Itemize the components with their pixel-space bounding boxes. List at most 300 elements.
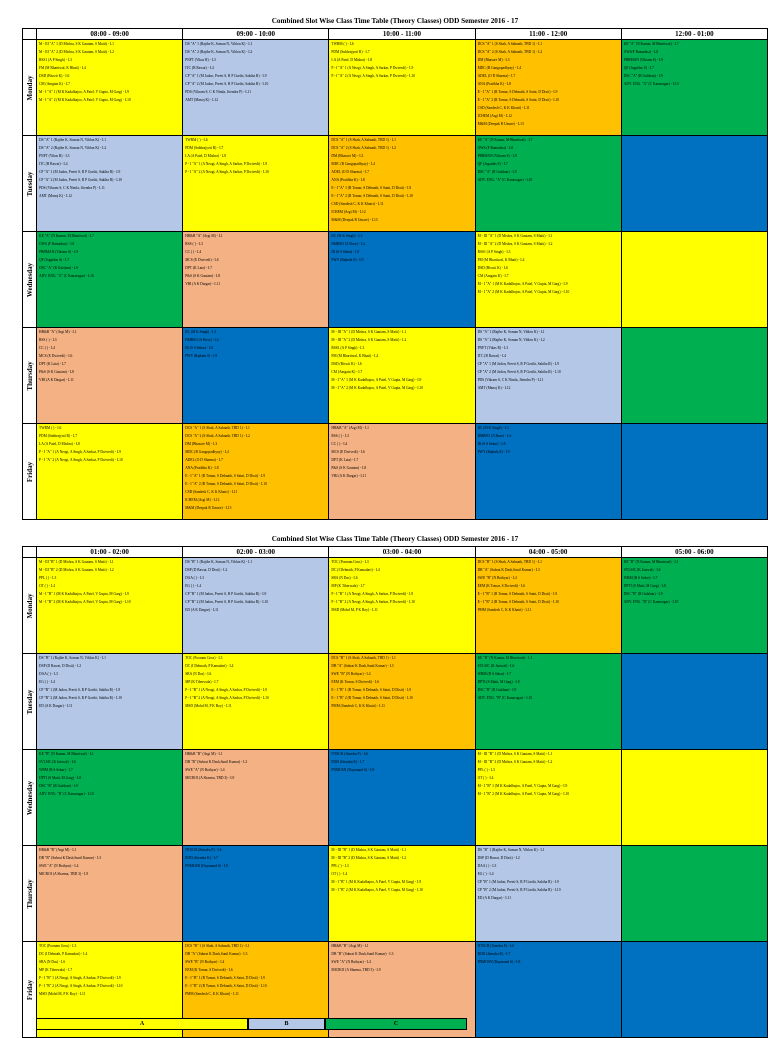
- class-entry: QF (Jogaidas S) - L7: [623, 66, 654, 70]
- class-entry: EEM (K Tomar, S Dwivedi) - L6: [331, 680, 379, 684]
- class-entry: MSD (Mohd M, P K Roy) - L11: [39, 992, 86, 996]
- slot-cell: [37, 136, 183, 232]
- class-entry: HR&B "A" (Argi M) - L1: [331, 426, 369, 430]
- class-entry: MCS (E Dwivedi) - L6: [185, 258, 219, 262]
- class-entry: RC (M K Singh) - L3: [477, 426, 509, 430]
- class-entry: HR&B "A" (Argi M) - L1: [185, 234, 223, 238]
- class-entry: ED (A K Dargar) - L11: [477, 896, 511, 900]
- day-row: [23, 136, 768, 232]
- class-entry: P - I "B" 1 (A Neogi, A Singh, A Sarkar, P Dwivedi) - L9: [331, 592, 414, 596]
- class-entry: ED (A K Dargar) - L11: [39, 704, 73, 708]
- legend-item: C: [325, 1018, 467, 1030]
- class-entry: M - I "A" 2 (M K Kadalbajoo, A Patel, V Gupta, M Garg) - L10: [39, 98, 131, 102]
- class-entry: MDC (R Gangopadhyay) - L4: [331, 162, 375, 166]
- slot-cell: [183, 750, 329, 846]
- class-entry: DS "A" 1 (Rajibe K, Soman N, Viblon K) - L1: [477, 330, 545, 334]
- slot-cell: [329, 750, 475, 846]
- class-entry: ROD (Jitendra K) - L7: [185, 856, 218, 860]
- class-entry: E - I "A" 1 (R Tomar, S Debnath, S Saini, D Dixit) - L9: [185, 474, 266, 478]
- class-entry: RSS1 (A P Singh) - L3: [477, 250, 511, 254]
- class-entry: CC ( ) - L4: [185, 250, 202, 254]
- class-entry: DCS "B" 1 (S Shah, A Sabnath, TBD 1) - L1: [331, 656, 396, 660]
- class-entry: DS "A" 2 (Rajibe K, Soman N, Viblon K) - L2: [477, 338, 545, 342]
- class-entry: DB "B" (Subrat K Dash,Sunil Kumar) - L3: [185, 760, 248, 764]
- slot-cell: [329, 328, 475, 424]
- class-entry: M - I "A" 2 (M K Kadalbajoo, A Patel, V Gupta, M Garg) - L10: [331, 386, 424, 390]
- class-entry: DSC "A" (R Gulshan) - L9: [623, 74, 663, 78]
- class-entry: DSD (Biswit K) - L6: [477, 266, 508, 270]
- class-entry: DSC "A" (R Gulshan) - L9: [477, 170, 517, 174]
- class-entry: RC (M K Singh) - L3: [331, 234, 363, 238]
- class-entry: MDC (R Gangopadhyay) - L4: [477, 66, 522, 70]
- class-entry: DC (I Debnath, P Kamadari) - L4: [185, 664, 234, 668]
- slot-cell: [329, 136, 475, 232]
- slot-cell: [621, 750, 767, 846]
- timetable-title: Combined Slot Wise Class Time Table (Theory Classes) ODD Semester 2016 - 17: [271, 535, 519, 543]
- class-entry: RSS ( ) - L3: [185, 242, 203, 246]
- class-entry: AMT (Manoj K) - L12: [185, 98, 219, 102]
- class-entry: CC ( ) - L4: [39, 346, 55, 350]
- slot-cell: [475, 942, 621, 1038]
- slot-cell: [621, 136, 767, 232]
- class-entry: DSD (Biswit K) - L6: [331, 362, 362, 366]
- class-entry: P&S (S K Gautam) - L8: [331, 466, 367, 470]
- class-entry: DSC "A" (R Gulshan) - L9: [39, 266, 78, 270]
- class-entry: M - I "B" 2 (M K Kadalbajoo, A Patel, V Gupta, M Garg) - L10: [477, 792, 570, 796]
- class-entry: TWRM ( ) - L6: [331, 42, 354, 46]
- class-entry: P&S (S K Gautam) - L8: [39, 370, 74, 374]
- class-entry: CP "A" 2 (M Jadon, Preeti S, R P Gorthi, Saktha R) - L10: [477, 370, 561, 374]
- class-entry: TOC (Poonam Goss) - L3: [331, 560, 369, 564]
- class-entry: MICROI (A Sharma, TBD 3) - L9: [39, 872, 89, 876]
- slot-cell: [37, 654, 183, 750]
- class-entry: PBBMAN (Vikram S) - L9: [39, 250, 79, 254]
- class-entry: E - I "B" 1 (R Tomar, S Debnath, S Saini, D Dixit) - L9: [477, 592, 558, 596]
- day-label: Thursday: [25, 878, 34, 909]
- class-entry: DCS "A" 2 (S Shah, A Sabnath, TBD 1) - L2: [331, 146, 396, 150]
- class-entry: PDS (Vikram S, C K Nimla, Jitendra P) - L11: [39, 186, 105, 190]
- class-entry: ITC (B Rawat) - L4: [39, 162, 68, 166]
- class-entry: HR&B "B" (Argi M) - L1: [185, 752, 223, 756]
- class-entry: DCS "B" 1 (S Shah, A Sabnath, TBD 1) - L1: [185, 944, 250, 948]
- class-entry: MP (K Tiberwala) - L7: [331, 584, 365, 588]
- day-cell: [23, 942, 37, 1038]
- timetable-title: Combined Slot Wise Class Time Table (Theory Classes) ODD Semester 2016 - 17: [271, 17, 519, 25]
- class-entry: DSP (D Rawat, D Dixit) - L2: [39, 664, 82, 668]
- class-entry: HR&B "A" (Argi M) - L1: [39, 330, 77, 334]
- timetable-grid: [22, 28, 768, 520]
- class-entry: BMBSO (A Bose) - L4: [185, 338, 219, 342]
- day-label: Monday: [25, 593, 34, 618]
- day-label: Tuesday: [25, 689, 34, 714]
- day-label: Monday: [25, 75, 34, 100]
- timetable-grid: [22, 546, 768, 1038]
- class-entry: ROD (Jitendra K) - L7: [477, 952, 511, 956]
- day-cell: [23, 40, 37, 136]
- class-entry: NTSCH (Jitendra P) - L6: [185, 848, 222, 852]
- class-entry: TOC (Poonam Goss) - L3: [185, 656, 223, 660]
- class-entry: DCS "A" 2 (S Shah, A Sabnath, TBD 1) - L2: [185, 434, 250, 438]
- class-entry: ADV. ENG. "A" (C Kanavagar) - L10: [39, 274, 94, 278]
- class-entry: PBBMAN (Vikram S) - L9: [623, 58, 663, 62]
- slot-cell: [475, 40, 621, 136]
- day-cell: [23, 558, 37, 654]
- class-entry: M - I "A" 2 (M K Kadalbajoo, A Patel, V Gupta, M Garg) - L10: [477, 290, 570, 294]
- slot-cell: [329, 232, 475, 328]
- class-entry: P - I "B" 2 (A Neogi, A Singh, A Sarkar, P Dwivedi) - L10: [331, 600, 415, 604]
- class-entry: QF (Jogaidas S) - L7: [477, 162, 508, 166]
- class-entry: SBA (N Das) - L6: [39, 960, 66, 964]
- class-entry: M - III "B" 2 (D Mishra, S K Gautam, S Maiti) - L2: [39, 568, 114, 572]
- slot-cell: [621, 328, 767, 424]
- timetable-morning: [22, 14, 768, 520]
- class-entry: AMT (Manoj K) - L12: [39, 194, 72, 198]
- slot-header: 04:00 - 05:00: [475, 547, 621, 558]
- class-entry: FM (M Bhartiwal, K Bhatt) - L4: [477, 258, 525, 262]
- class-entry: ADEL (O D Sharma) - L7: [185, 458, 223, 462]
- class-entry: OWS/F Ramadasi) - L8: [623, 50, 658, 54]
- day-cell: [23, 846, 37, 942]
- slot-cell: [329, 558, 475, 654]
- class-entry: M - III "B" 1 (D Mishra, S K Gautam, S Maiti) - L1: [39, 560, 114, 564]
- class-entry: CP "B" 2 (M Jadon, Preeti S, R P Gorthi, Saktha R) - L10: [39, 696, 122, 700]
- class-entry: P - I "A" 2 (A Neogi, A Singh, A Sarkar, P Dwivedi) - L10: [331, 74, 416, 78]
- class-entry: EG ( ) - L4: [477, 872, 494, 876]
- class-entry: ADV. ENG. "A" (C Kanavagar) - L10: [623, 82, 679, 86]
- class-entry: VBI (A K Dargar) - L11: [185, 282, 221, 286]
- class-entry: MP (K Tiberwala) - L7: [39, 968, 73, 972]
- slot-header: 12:00 - 01:00: [621, 29, 767, 40]
- slot-cell: [183, 558, 329, 654]
- class-entry: CM (Amgain K) - L7: [477, 274, 509, 278]
- class-entry: DS "B" 1 (Rajibe K, Soman N, Viblon K) - L1: [477, 848, 545, 852]
- slot-cell: [621, 942, 767, 1038]
- slot-cell: [37, 424, 183, 520]
- class-entry: M&M (Deepak R Umare) - L13: [185, 506, 232, 510]
- class-entry: MSD (Mohd M, P K Roy) - L11: [331, 608, 378, 612]
- class-entry: DSP (D Rawat, D Dixit) - L2: [477, 856, 520, 860]
- class-entry: M - I "B" 1 (M K Kadalbajoo, A Patel, V Gupta, M Garg) - L9: [331, 880, 422, 884]
- class-entry: E - I "B" 1 (R Tomar, S Debnath, S Saini, D Dixit) - L9: [331, 688, 412, 692]
- class-entry: DAA ( ) - L3: [39, 672, 58, 676]
- class-entry: DCS "A" 1 (S Shah, A Sabnath, TBD 1) - L1: [477, 42, 543, 46]
- class-entry: SWE "B" (N Bothyar) - L4: [331, 672, 371, 676]
- class-entry: DB "B" (Subrat K Dash,Sunil Kumar) - L3: [331, 952, 394, 956]
- slot-cell: [183, 328, 329, 424]
- slot-cell: [329, 424, 475, 520]
- class-entry: ICHEM (Argi M) - L12: [331, 210, 366, 214]
- class-entry: M - III "B" 2 (D Mishra, S K Gautam, S Maiti) - L2: [331, 856, 407, 860]
- class-entry: TOC (Poonam Goss) - L3: [39, 944, 77, 948]
- class-entry: M - I "B" 1 (M K Kadalbajoo, A Patel, V Gupta, M Garg) - L9: [39, 592, 129, 596]
- slot-cell: [621, 654, 767, 750]
- class-entry: DB "A" (Subrat K Dash,Sunil Kumar) - L3: [331, 664, 394, 668]
- slot-cell: [475, 232, 621, 328]
- day-cell: [23, 654, 37, 750]
- timetable-afternoon: [22, 532, 768, 1038]
- day-label: Wednesday: [25, 262, 34, 297]
- class-entry: HR&B "B" (Argi M) - L1: [39, 848, 77, 852]
- class-entry: M - I "B" 2 (M K Kadalbajoo, A Patel, V Gupta, M Garg) - L10: [39, 600, 131, 604]
- class-entry: E - I "A" 2 (R Tomar, S Debnath, S Saini, D Dixit) - L10: [477, 98, 560, 102]
- class-entry: KE "B" (N Kumar, M Bhartiwal) - L1: [477, 656, 533, 660]
- class-entry: M - I "A" 1 (M K Kadalbajoo, A Patel, V Gupta, M Garg) - L9: [331, 378, 422, 382]
- class-entry: CP "A" 1 (M Jadon, Preeti S, R P Gorthi, Saktha R) - L9: [477, 362, 559, 366]
- class-entry: M - III "B" 1 (D Mishra, S K Gautam, S Maiti) - L1: [331, 848, 407, 852]
- slot-cell: [183, 136, 329, 232]
- day-row: [23, 750, 768, 846]
- slot-cell: [183, 40, 329, 136]
- class-entry: WBM (B S Sekar) - L7: [39, 768, 73, 772]
- class-entry: CP "A" 2 (M Jadon, Preeti S, R P Gorthi, Saktha R) - L10: [39, 178, 123, 182]
- class-entry: DSC "B" (R Gulshan) - L9: [623, 592, 663, 596]
- slot-cell: [621, 232, 767, 328]
- class-entry: SWE "B" (N Bothyar) - L4: [185, 960, 225, 964]
- day-label: Tuesday: [25, 171, 34, 196]
- class-entry: NTSCH (Jitendra P) - L6: [331, 752, 368, 756]
- class-entry: DPT (K Lata) - L7: [39, 362, 66, 366]
- class-entry: SBA (N Das) - L6: [331, 576, 358, 580]
- slot-cell: [37, 232, 183, 328]
- class-entry: E - I "B" 2 (R Tomar, S Debnath, S Saini, D Dixit) - L10: [477, 600, 559, 604]
- class-entry: CSD (Sandesh C, K K Khatri) - L11: [185, 490, 238, 494]
- class-entry: OT ( ) - L4: [39, 584, 55, 588]
- class-entry: M - III "A" 1 (D Mishra, S K Gautam, S Maiti) - L1: [477, 234, 553, 238]
- class-entry: ANA (Pratibha K) - L8: [185, 466, 219, 470]
- class-entry: DCS "A" 1 (S Shah, A Sabnath, TBD 1) - L1: [331, 138, 396, 142]
- class-entry: SWE "A" (N Bothyar) - L4: [185, 768, 225, 772]
- class-entry: ANA (Pratibha K) - L8: [477, 82, 511, 86]
- class-entry: CSD (Sandesh C, K K Khatri) - L11: [477, 106, 530, 110]
- slot-cell: [475, 654, 621, 750]
- class-entry: DCS "A" 1 (S Shah, A Sabnath, TBD 1) - L1: [185, 426, 250, 430]
- class-entry: WBM (B S Sekar) - L7: [477, 672, 512, 676]
- class-entry: DCS "A" 2 (S Shah, A Sabnath, TBD 1) - L2: [477, 50, 543, 54]
- class-entry: M - III "A" 2 (D Mishra, S K Gautam, S Maiti) - L2: [331, 338, 407, 342]
- slot-cell: [621, 846, 767, 942]
- class-entry: DM (Bhasore M) - L3: [477, 58, 510, 62]
- class-entry: E - I "B" 1 (R Tomar, S Debnath, S Saini, D Dixit) - L9: [185, 976, 265, 980]
- class-entry: ITC (B Rawat) - L4: [185, 66, 214, 70]
- day-row: [23, 654, 768, 750]
- class-entry: EEM (K Tomar, S Dwivedi) - L6: [185, 968, 233, 972]
- class-entry: TWRM ( ) - L6: [185, 138, 208, 142]
- class-entry: CC ( ) - L4: [331, 442, 348, 446]
- class-entry: ICHEM (Argi M) - L12: [185, 498, 220, 502]
- class-entry: MICROI (A Sharma, TBD 3) - L9: [185, 776, 235, 780]
- day-row: [23, 328, 768, 424]
- class-entry: DCS "B" 1 (S Shah, A Sabnath, TBD 1) - L1: [477, 560, 542, 564]
- slot-cell: [37, 750, 183, 846]
- class-entry: E - I "A" 1 (R Tomar, S Debnath, S Saini, D Dixit) - L9: [331, 186, 412, 190]
- class-entry: PPL ( ) - L3: [477, 768, 495, 772]
- class-entry: CM (Amgain K) - L7: [331, 370, 363, 374]
- class-entry: FM (M Bhartiwal, K Bhatt) - L4: [39, 66, 86, 70]
- class-entry: PDM (Subhrajyoti R) - L7: [39, 434, 78, 438]
- class-entry: ADV. ENG. "A" (C Kanavagar) - L10: [477, 178, 533, 182]
- class-entry: P - I "A" 1 (A Neogi, A Singh, A Sarkar, P Dwivedi) - L9: [331, 66, 414, 70]
- day-row: [23, 846, 768, 942]
- class-entry: BMBSO (A Bose) - L4: [477, 434, 511, 438]
- slot-cell: [329, 654, 475, 750]
- slot-cell: [37, 846, 183, 942]
- class-entry: LA (A Patel, D Mishra) - L8: [39, 442, 80, 446]
- class-entry: IR (S S Sekar) - L8: [185, 346, 214, 350]
- day-cell: [23, 136, 37, 232]
- class-entry: CSD (Sandesh C, K K Khatri) - L11: [331, 202, 384, 206]
- class-entry: M - III "B" 1 (D Mishra, S K Gautam, S Maiti) - L1: [477, 752, 553, 756]
- class-entry: M - I "A" 1 (M K Kadalbajoo, A Patel, V Gupta, M Garg) - L9: [39, 90, 129, 94]
- corner-cell: [23, 29, 37, 40]
- slot-header: 10:00 - 11:00: [329, 29, 475, 40]
- slot-header: 11:00 - 12:00: [475, 29, 621, 40]
- class-entry: M - I "B" 1 (M K Kadalbajoo, A Patel, V Gupta, M Garg) - L9: [477, 784, 568, 788]
- class-entry: SBA (N Das) - L6: [185, 672, 212, 676]
- class-entry: NTSCH (Jitendra P) - L6: [477, 944, 514, 948]
- class-entry: DPT (K Lata) - L7: [185, 266, 213, 270]
- class-entry: EG ( ) - L4: [39, 680, 55, 684]
- class-entry: ADEL (O D Sharma) - L7: [331, 170, 370, 174]
- class-entry: DB "A" (Subrat K Dash,Sunil Kumar) - L3: [185, 952, 248, 956]
- class-entry: DS "B" 1 (Rajibe K, Soman N, Viblon K) - L1: [39, 656, 106, 660]
- class-entry: M - III "A" 1 (D Mishra, S K Gautam, S Maiti) - L1: [39, 42, 114, 46]
- class-entry: DAA ( ) - L3: [185, 576, 204, 580]
- slot-cell: [475, 328, 621, 424]
- class-entry: E - I "A" 2 (R Tomar, S Debnath, S Saini, D Dixit) - L10: [331, 194, 414, 198]
- class-entry: MCS (E Dwivedi) - L6: [331, 450, 365, 454]
- slot-cell: [183, 232, 329, 328]
- class-entry: ADV. ENG. "B" (C Kanavagar) - L10: [477, 696, 533, 700]
- class-entry: DB "B" (Subrat K Dash,Sunil Kumar) - L3: [39, 856, 102, 860]
- class-entry: CP "A" 2 (M Jadon, Preeti S, R P Gorthi, Saktha R) - L10: [185, 82, 269, 86]
- day-row: [23, 558, 768, 654]
- class-entry: DS "A" 1 (Rajibe K, Soman N, Viblon K) - L1: [39, 138, 107, 142]
- class-entry: PDS (Vikram S, C K Nimla, Jitendra P) - L11: [185, 90, 252, 94]
- class-entry: PMM (Sandesh C, K K Khatri) - L11: [331, 704, 385, 708]
- class-entry: CM (Amgain K) - L7: [39, 82, 70, 86]
- class-entry: RSS1 (A P Singh) - L3: [39, 58, 72, 62]
- slot-header: 03:00 - 04:00: [329, 547, 475, 558]
- class-entry: SVLSIC (K Jaiswal) - L6: [477, 664, 515, 668]
- slot-cell: [475, 136, 621, 232]
- class-entry: MCS (E Dwivedi) - L6: [39, 354, 73, 358]
- class-entry: PPL ( ) - L3: [39, 576, 57, 580]
- class-entry: ED (A K Dargar) - L11: [185, 608, 219, 612]
- class-entry: PNFT (Vikas R) - L3: [477, 346, 509, 350]
- corner-cell: [23, 547, 37, 558]
- class-entry: KE "B" (N Kumar, M Bhartiwal) - L1: [623, 560, 679, 564]
- class-entry: KE "A" (N Kumar, M Bhartiwal) - L7: [477, 138, 533, 142]
- class-entry: PMM (Sandesh C, K K Khatri) - L11: [477, 608, 532, 612]
- class-entry: DS "B" 1 (Rajibe K, Soman N, Viblon K) - L1: [185, 560, 253, 564]
- class-entry: ROD (Jitendra K) - L7: [331, 760, 365, 764]
- slot-cell: [475, 424, 621, 520]
- class-entry: ICHEM (Argi M) - L12: [477, 114, 512, 118]
- class-entry: SVLSIC (K Jaiswal) - L6: [39, 760, 76, 764]
- class-entry: E - I "A" 1 (R Tomar, S Debnath, S Saini, D Dixit) - L9: [477, 90, 558, 94]
- class-entry: SVLSIC (K Jaiswal) - L6: [623, 568, 661, 572]
- class-entry: PMM (Sandesh C, K K Khatri) - L11: [185, 992, 239, 996]
- class-entry: PNFT (Vikas R) - L3: [39, 154, 70, 158]
- class-entry: PBBMAN (Vikram S) - L9: [477, 154, 517, 158]
- class-entry: DPTI (S Maiti, M Garg) - L8: [623, 584, 666, 588]
- day-cell: [23, 232, 37, 328]
- class-entry: OWS (F Ramadasi) - L8: [39, 242, 75, 246]
- class-entry: PPL ( ) - L3: [331, 864, 349, 868]
- day-label: Friday: [25, 461, 34, 482]
- class-entry: FM (M Bhartiwal, K Bhatt) - L4: [331, 354, 379, 358]
- slot-cell: [475, 750, 621, 846]
- class-entry: CP "B" 2 (M Jadon, Preeti S, R P Gorthi, Saktha R) - L10: [477, 888, 561, 892]
- class-entry: E - I "A" 2 (R Tomar, S Debnath, S Saini, D Dixit) - L10: [185, 482, 267, 486]
- class-entry: DS "A" 2 (Rajibe K, Soman N, Viblon K) - L2: [39, 146, 107, 150]
- class-entry: ADEL (O D Sharma) - L7: [477, 74, 516, 78]
- class-entry: M - I "B" 2 (M K Kadalbajoo, A Patel, V Gupta, M Garg) - L10: [331, 888, 423, 892]
- class-entry: PNMOSN (Dayanand S) - L8: [185, 864, 228, 868]
- class-entry: MICROI (A Sharma, TBD 3) - L9: [331, 968, 381, 972]
- class-entry: ITC (B Rawat) - L4: [477, 354, 507, 358]
- slot-cell: [475, 846, 621, 942]
- class-entry: ADV. ENG. "B" (C Kanavagar) - L10: [623, 600, 679, 604]
- class-entry: M - III "A" 1 (D Mishra, S K Gautam, S Maiti) - L1: [331, 330, 407, 334]
- class-entry: M&M (Deepak R Umare) - L13: [331, 218, 378, 222]
- day-cell: [23, 328, 37, 424]
- class-entry: RSS ( ) - L3: [39, 338, 57, 342]
- class-entry: P&S (S K Gautam) - L8: [185, 274, 221, 278]
- class-entry: DPTI (S Maiti, M Garg) - L8: [39, 776, 81, 780]
- class-entry: PNFT (Vikas R) - L3: [185, 58, 216, 62]
- class-entry: DM (Bhasore M) - L3: [185, 442, 218, 446]
- class-entry: VBI (A K Dargar) - L11: [331, 474, 367, 478]
- class-entry: DPTI (S Maiti, M Garg) - L8: [477, 680, 520, 684]
- slot-cell: [329, 40, 475, 136]
- class-entry: VBI (A K Dargar) - L11: [39, 378, 74, 382]
- class-entry: QF (Jogaidas S) - L7: [39, 258, 70, 262]
- class-entry: P - I "A" 1 (A Neogi, A Singh, A Sarkar, P Dwivedi) - L9: [185, 162, 268, 166]
- class-entry: PNMOSN (Dayanand S) - L8: [477, 960, 521, 964]
- slot-cell: [183, 654, 329, 750]
- class-entry: SWE "A" (N Bothyar) - L4: [331, 960, 371, 964]
- legend-item: A: [36, 1018, 248, 1030]
- slot-cell: [183, 846, 329, 942]
- class-entry: DSD (Biswit K) - L6: [39, 74, 70, 78]
- class-entry: CP "B" 1 (M Jadon, Preeti S, R P Gorthi, Saktha R) - L9: [39, 688, 121, 692]
- slot-cell: [621, 424, 767, 520]
- class-entry: PDM (Subhrajyoti R) - L7: [331, 50, 370, 54]
- class-entry: P - I "A" 2 (A Neogi, A Singh, A Sarkar, P Dwivedi) - L10: [39, 458, 123, 462]
- slot-header: 08:00 - 09:00: [37, 29, 183, 40]
- slot-cell: [329, 846, 475, 942]
- day-label: Friday: [25, 979, 34, 1000]
- class-entry: P - I "B" 2 (A Neogi, A Singh, A Sarkar, P Dwivedi) - L10: [185, 696, 269, 700]
- class-entry: EG ( ) - L4: [185, 584, 202, 588]
- class-entry: DPT (K Lata) - L7: [331, 458, 359, 462]
- class-entry: DS "A" 2 (Rajibe K, Soman N, Viblon K) - L2: [185, 50, 253, 54]
- class-entry: M - III "A" 2 (D Mishra, S K Gautam, S Maiti) - L2: [477, 242, 553, 246]
- class-entry: CP "A" 1 (M Jadon, Preeti S, R P Gorthi, Saktha R) - L9: [185, 74, 267, 78]
- class-entry: DSC "B" (R Gulshan) - L9: [477, 688, 517, 692]
- class-entry: DM (Bhasore M) - L3: [331, 154, 364, 158]
- class-entry: P - I "B" 1 (A Neogi, A Singh, A Sarkar, P Dwivedi) - L9: [185, 688, 267, 692]
- day-row: [23, 424, 768, 520]
- class-entry: DSC "B" (R Gulshan) - L9: [39, 784, 78, 788]
- class-entry: CP "B" 1 (M Jadon, Preeti S, R P Gorthi, Saktha R) - L9: [477, 880, 559, 884]
- class-entry: P - I "B" 2 (A Neogi, A Singh, A Sarkar, P Dwivedi) - L10: [39, 984, 123, 988]
- class-entry: HR&B "B" (Argi M) - L1: [331, 944, 369, 948]
- day-cell: [23, 424, 37, 520]
- day-row: [23, 40, 768, 136]
- slot-header: 05:00 - 06:00: [621, 547, 767, 558]
